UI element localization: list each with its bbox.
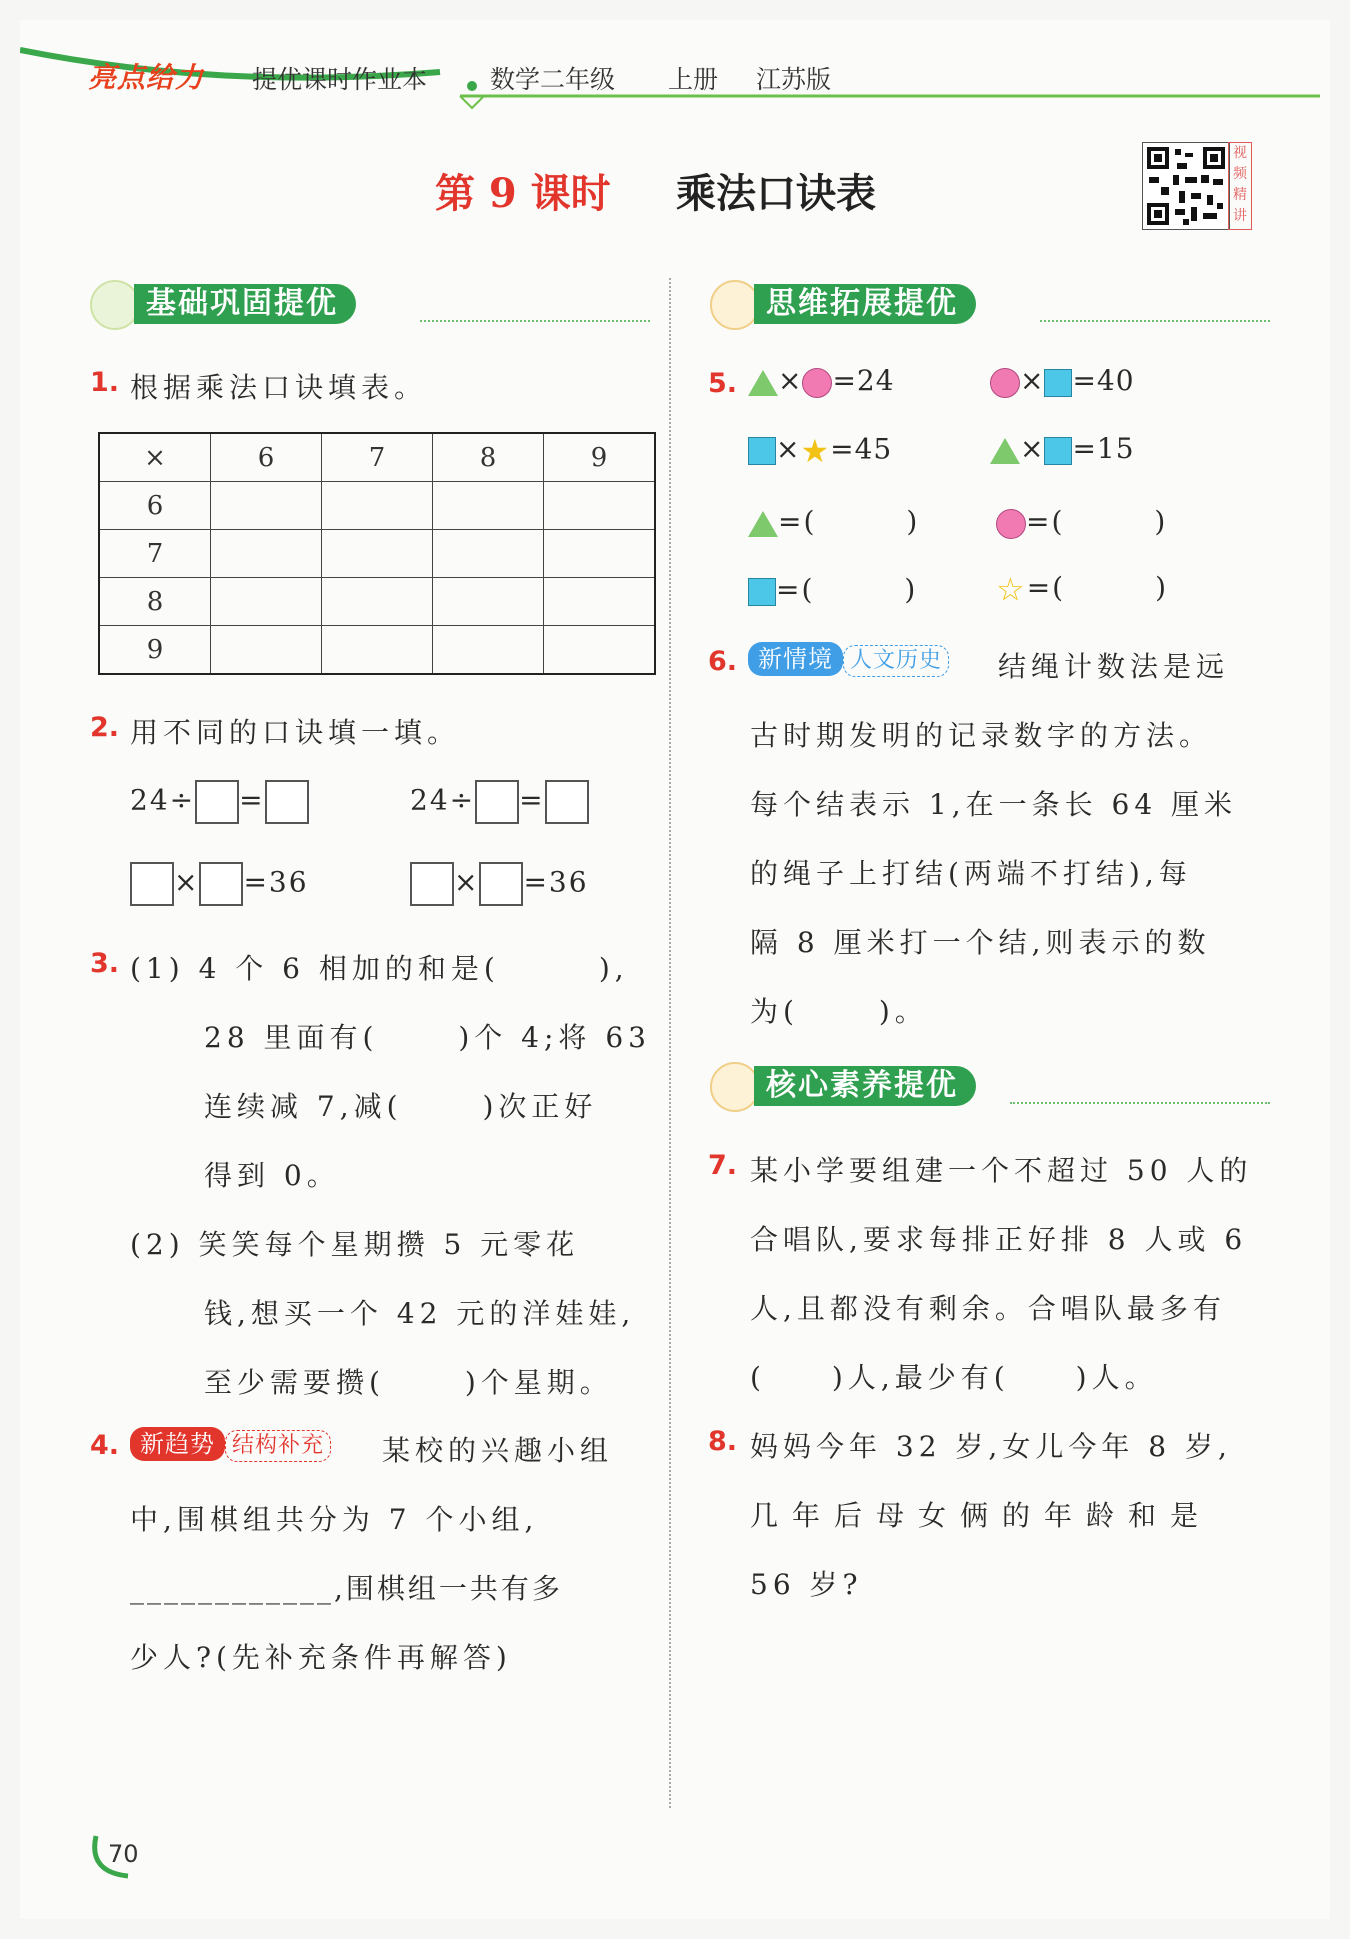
series-subtitle: 提优课时作业本 xyxy=(252,65,428,94)
square-icon xyxy=(1044,437,1072,465)
q2-eq1: 24÷ = xyxy=(130,780,309,824)
triangle-icon xyxy=(748,511,778,537)
q5-answer-triangle[interactable]: =( ) xyxy=(748,500,919,540)
answer-box[interactable] xyxy=(195,780,239,824)
volume-label: 上册 xyxy=(668,65,719,94)
q4-line: 少人?(先补充条件再解答) xyxy=(130,1641,512,1674)
section-thinking xyxy=(710,282,1270,326)
q6-line: 隔 8 厘米打一个结,则表示的数 xyxy=(750,926,1211,959)
table-col-header: 9 xyxy=(544,433,656,482)
q3-number: 3. xyxy=(90,948,120,979)
q4-line: 中,围棋组共分为 7 个小组, xyxy=(130,1503,539,1536)
table-cell[interactable] xyxy=(544,578,656,626)
q8-line: 几年后母女俩的年龄和是 xyxy=(750,1499,1213,1532)
triangle-icon xyxy=(748,370,778,396)
q4-number: 4. xyxy=(90,1430,120,1461)
page-number: 70 xyxy=(108,1840,139,1868)
star-icon: ★ xyxy=(800,432,831,470)
table-cell[interactable] xyxy=(433,530,544,578)
section-core-label: 核心素养提优 xyxy=(754,1066,976,1106)
section-basic xyxy=(90,282,650,326)
table-cell[interactable] xyxy=(211,626,322,675)
q6-line: 古时期发明的记录数字的方法。 xyxy=(750,719,1213,752)
multiplication-table xyxy=(98,432,656,675)
q3-line: (2) 笑笑每个星期攒 5 元零花 xyxy=(130,1228,580,1261)
table-cell[interactable] xyxy=(433,578,544,626)
square-icon xyxy=(1044,369,1072,397)
table-col-header: 8 xyxy=(433,433,544,482)
structure-tag: 结构补充 xyxy=(225,1430,331,1462)
circle-icon xyxy=(996,509,1026,539)
section-thinking-label: 思维拓展提优 xyxy=(754,284,976,324)
q8-line: 妈妈今年 32 岁,女儿今年 8 岁, xyxy=(750,1430,1232,1463)
q5-number: 5. xyxy=(708,368,738,399)
table-cell[interactable] xyxy=(544,626,656,675)
q3-line: 钱,想买一个 42 元的洋娃娃, xyxy=(204,1297,636,1330)
q5-eq3: ×★=45 xyxy=(748,432,892,470)
table-col-header: 7 xyxy=(322,433,433,482)
qr-code[interactable] xyxy=(1142,142,1230,230)
q6-line: 结绳计数法是远 xyxy=(998,650,1230,683)
section-basic-label: 基础巩固提优 xyxy=(134,284,356,324)
q8-number: 8. xyxy=(708,1426,738,1457)
answer-box[interactable] xyxy=(130,862,174,906)
star-icon: ☆ xyxy=(996,570,1027,609)
q4-tag-group xyxy=(130,1427,331,1462)
subject-label: 数学二年级 xyxy=(490,65,616,94)
q6-line: 为( )。 xyxy=(750,995,928,1028)
column-divider xyxy=(669,278,671,1808)
q2-number: 2. xyxy=(90,712,120,743)
q3-line: 连续减 7,减( )次正好 xyxy=(204,1090,598,1123)
q3-line: 28 里面有( )个 4;将 63 xyxy=(204,1021,651,1054)
table-cell[interactable] xyxy=(211,482,322,530)
q6-line: 每个结表示 1,在一条长 64 厘米 xyxy=(750,788,1238,821)
table-cell[interactable] xyxy=(544,530,656,578)
q4-line: 某校的兴趣小组 xyxy=(382,1434,614,1467)
scenario-tag: 新情境 xyxy=(748,642,843,676)
q3-line: 得到 0。 xyxy=(204,1159,340,1192)
trophy-icon xyxy=(710,280,760,330)
table-cell[interactable] xyxy=(322,626,433,675)
answer-box[interactable] xyxy=(199,862,243,906)
q5-answer-star[interactable]: ☆=( ) xyxy=(996,570,1168,609)
q7-line: ( )人,最少有( )人。 xyxy=(750,1361,1158,1394)
answer-box[interactable] xyxy=(265,780,309,824)
q7-line: 人,且都没有剩余。合唱队最多有 xyxy=(750,1292,1226,1325)
table-row-header: 8 xyxy=(99,578,211,626)
table-cell[interactable] xyxy=(211,530,322,578)
q6-line: 的绳子上打结(两端不打结),每 xyxy=(750,857,1192,890)
table-row-header: 9 xyxy=(99,626,211,675)
table-row-header: 6 xyxy=(99,482,211,530)
table-cell[interactable] xyxy=(322,578,433,626)
q5-answer-circle[interactable]: =( ) xyxy=(996,500,1167,540)
q6-tag-group xyxy=(748,642,949,677)
table-corner: × xyxy=(99,433,211,482)
answer-box[interactable] xyxy=(479,862,523,906)
q2-eq2: 24÷ = xyxy=(410,780,589,824)
q1-text: 根据乘法口诀填表。 xyxy=(130,371,428,404)
square-icon xyxy=(748,437,776,465)
q4-line: ____________,围棋组一共有多 xyxy=(130,1572,563,1605)
lesson-number: 第 9 课时 xyxy=(435,170,611,217)
table-cell[interactable] xyxy=(544,482,656,530)
page-title: 乘法口诀表 xyxy=(676,170,876,217)
table-col-header: 6 xyxy=(211,433,322,482)
brand-logo: 亮点给力 xyxy=(88,61,205,94)
q2-eq4: × =36 xyxy=(410,862,589,906)
q5-eq4: × =15 xyxy=(990,432,1135,465)
q1-number: 1. xyxy=(90,367,120,398)
table-cell[interactable] xyxy=(433,626,544,675)
q3-line: (1) 4 个 6 相加的和是( ), xyxy=(130,952,629,985)
q6-number: 6. xyxy=(708,646,738,677)
answer-box[interactable] xyxy=(475,780,519,824)
table-row-header: 7 xyxy=(99,530,211,578)
q5-answer-square[interactable]: =( ) xyxy=(748,568,917,608)
q2-eq3: × =36 xyxy=(130,862,309,906)
answer-box[interactable] xyxy=(545,780,589,824)
q7-line: 某小学要组建一个不超过 50 人的 xyxy=(750,1154,1253,1187)
table-cell[interactable] xyxy=(433,482,544,530)
q8-line: 56 岁? xyxy=(750,1568,863,1601)
table-cell[interactable] xyxy=(322,530,433,578)
q5-eq2: × =40 xyxy=(990,364,1135,398)
q7-number: 7. xyxy=(708,1150,738,1181)
video-tag: 视频精讲 xyxy=(1228,142,1252,230)
trophy-icon xyxy=(710,1062,760,1112)
gear-leaf-icon xyxy=(90,280,140,330)
triangle-icon xyxy=(990,438,1020,464)
history-tag: 人文历史 xyxy=(843,645,949,677)
circle-icon xyxy=(802,368,832,398)
table-cell[interactable] xyxy=(322,482,433,530)
edition-label: 江苏版 xyxy=(756,65,832,94)
trend-tag: 新趋势 xyxy=(130,1427,225,1461)
table-cell[interactable] xyxy=(211,578,322,626)
section-core xyxy=(710,1064,1270,1108)
q7-line: 合唱队,要求每排正好排 8 人或 6 xyxy=(750,1223,1248,1256)
q5-eq1: × =24 xyxy=(748,364,895,398)
q3-line: 至少需要攒( )个星期。 xyxy=(204,1366,613,1399)
circle-icon xyxy=(990,368,1020,398)
q2-text: 用不同的口诀填一填。 xyxy=(130,716,461,749)
answer-box[interactable] xyxy=(410,862,454,906)
square-icon xyxy=(748,578,776,606)
